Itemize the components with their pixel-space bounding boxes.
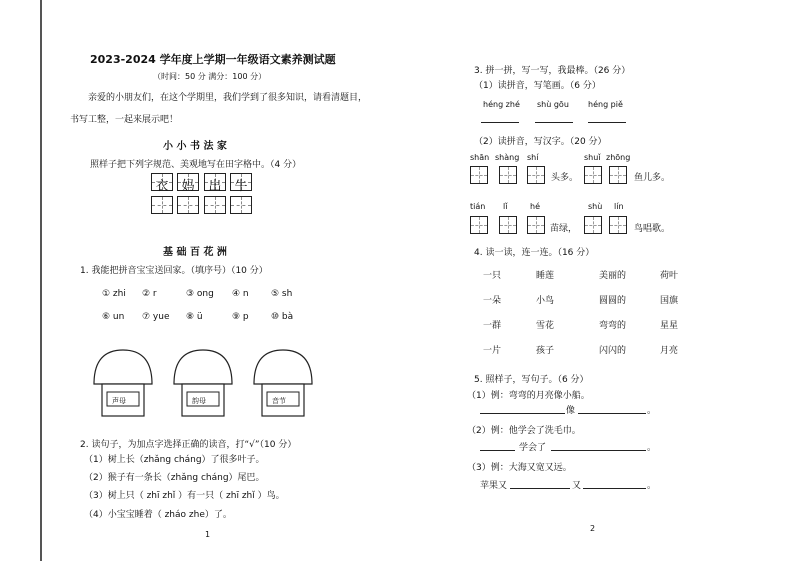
match-item[interactable]: 星星 [660, 321, 679, 331]
mushroom-house-syllables: 音节 [250, 346, 316, 418]
match-item[interactable]: 小鸟 [536, 296, 555, 306]
answer-line[interactable] [583, 488, 646, 489]
blank-word: 学会了 [519, 443, 547, 453]
tianzige-writing-box[interactable] [177, 196, 199, 214]
char-pinyin: shuǐ [584, 153, 601, 162]
intro-line-2: 书写工整，一起来展示吧！ [70, 115, 179, 125]
mushroom-house-initials: 声母 [90, 346, 156, 418]
page-number-2: 2 [590, 524, 596, 533]
question-1: 1. 我能把拼音宝宝送回家。（填序号）（10 分） [80, 266, 268, 276]
tianzige-sample: 妈 [177, 173, 199, 191]
char-writing-box[interactable] [499, 216, 517, 234]
tianzige-writing-box[interactable] [151, 196, 173, 214]
question-2-item: （4）小宝宝睡着（ zháo zhe）了。 [84, 510, 232, 520]
stroke-pinyin: héng zhé [483, 100, 520, 109]
answer-line[interactable] [480, 413, 565, 414]
answer-line[interactable] [480, 450, 515, 451]
tianzige-writing-box[interactable] [230, 196, 252, 214]
question-5-3: （3）例：大海又宽又远。 [467, 463, 572, 473]
pinyin-option: ⑥ un [102, 312, 125, 322]
match-item[interactable]: 国旗 [660, 296, 679, 306]
char-pinyin: lǐ [503, 202, 508, 211]
char-pinyin: lín [614, 202, 624, 211]
pinyin-option: ⑨ p [232, 312, 249, 322]
char-writing-box[interactable] [499, 166, 517, 184]
exam-title: 2023-2024 学年度上学期一年级语文素养测试题 [90, 53, 336, 66]
pinyin-option: ⑦ yue [142, 312, 170, 322]
char-writing-box[interactable] [470, 166, 488, 184]
sentence-fragment: 鱼儿多。 [634, 173, 671, 183]
sentence-fragment: 鸟唱歌。 [634, 224, 671, 234]
exam-subtitle: （时间：50 分 满分：100 分） [153, 72, 267, 81]
char-pinyin: shí [527, 153, 539, 162]
match-item[interactable]: 月亮 [660, 346, 679, 356]
question-5-1: （1）例：弯弯的月亮像小船。 [467, 391, 590, 401]
blank-word: 像 [566, 406, 576, 416]
blank-word: 又 [572, 481, 582, 491]
question-2-item: （1）树上长（zhǎng cháng）了很多叶子。 [84, 455, 265, 465]
period: 。 [647, 406, 657, 416]
match-item[interactable]: 睡莲 [536, 271, 555, 281]
char-pinyin: zhōng [606, 153, 631, 162]
binding-margin-line [40, 0, 42, 561]
stroke-answer-line[interactable] [481, 122, 519, 123]
section-basics-title: 基 础 百 花 洲 [163, 247, 227, 258]
section-calligraphy-title: 小 小 书 法 家 [163, 141, 227, 152]
match-item[interactable]: 圆圆的 [599, 296, 627, 306]
char-pinyin: shàng [495, 153, 520, 162]
match-item[interactable]: 孩子 [536, 346, 555, 356]
char-writing-box[interactable] [584, 166, 602, 184]
char-pinyin: hé [530, 202, 540, 211]
char-pinyin: shù [588, 202, 603, 211]
answer-line[interactable] [578, 413, 646, 414]
match-item[interactable]: 一片 [483, 346, 502, 356]
stroke-answer-line[interactable] [535, 122, 573, 123]
match-item[interactable]: 一朵 [483, 296, 502, 306]
question-3: 3. 拼一拼，写一写，我最棒。（26 分） [474, 66, 631, 76]
pinyin-option: ⑤ sh [271, 289, 293, 299]
question-3-1: （1）读拼音，写笔画。（6 分） [474, 81, 601, 91]
stroke-answer-line[interactable] [588, 122, 626, 123]
answer-line[interactable] [551, 450, 646, 451]
sentence-fragment: 苗绿， [550, 224, 578, 234]
question-2-item: （3）树上只（ zhī zhǐ ）有一只（ zhī zhǐ ）鸟。 [84, 491, 285, 501]
calligraphy-instruction: 照样子把下列字规范、美观地写在田字格中。（4 分） [90, 160, 302, 170]
mushroom-house-finals: 韵母 [170, 346, 236, 418]
page-number-1: 1 [205, 530, 211, 539]
match-item[interactable]: 闪闪的 [599, 346, 627, 356]
stroke-pinyin: shù gōu [537, 100, 569, 109]
char-pinyin: shān [470, 153, 490, 162]
blank-word: 苹果又 [480, 481, 508, 491]
pinyin-option: ④ n [232, 289, 249, 299]
question-3-2: （2）读拼音，写汉字。（20 分） [474, 137, 607, 147]
question-2-item: （2）猴子有一条长（zhǎng cháng）尾巴。 [84, 473, 265, 483]
pinyin-option: ⑧ ü [186, 312, 203, 322]
pinyin-option: ⑩ bà [271, 312, 294, 322]
match-item[interactable]: 弯弯的 [599, 321, 627, 331]
char-writing-box[interactable] [609, 166, 627, 184]
question-5-2: （2）例：他学会了洗毛巾。 [467, 426, 581, 436]
intro-line-1: 亲爱的小朋友们，在这个学期里，我们学到了很多知识，请看清题目， [88, 93, 368, 103]
match-item[interactable]: 一只 [483, 271, 502, 281]
answer-line[interactable] [510, 488, 570, 489]
char-writing-box[interactable] [584, 216, 602, 234]
tianzige-sample: 牛 [230, 173, 252, 191]
stroke-pinyin: héng piě [588, 100, 623, 109]
tianzige-sample: 出 [204, 173, 226, 191]
match-item[interactable]: 一群 [483, 321, 502, 331]
match-item[interactable]: 美丽的 [599, 271, 627, 281]
match-item[interactable]: 荷叶 [660, 271, 679, 281]
char-writing-box[interactable] [470, 216, 488, 234]
sentence-fragment: 头多。 [551, 173, 579, 183]
pinyin-option: ① zhi [102, 289, 126, 299]
char-writing-box[interactable] [609, 216, 627, 234]
period: 。 [647, 481, 657, 491]
tianzige-writing-box[interactable] [204, 196, 226, 214]
char-writing-box[interactable] [527, 166, 545, 184]
char-writing-box[interactable] [527, 216, 545, 234]
question-2: 2. 读句子，为加点字选择正确的读音，打“√”（10 分） [80, 440, 297, 450]
question-4: 4. 读一读，连一连。（16 分） [474, 248, 595, 258]
match-item[interactable]: 雪花 [536, 321, 555, 331]
question-5: 5. 照样子，写句子。（6 分） [474, 375, 589, 385]
pinyin-option: ② r [142, 289, 157, 299]
pinyin-option: ③ ong [186, 289, 214, 299]
period: 。 [647, 443, 657, 453]
char-pinyin: tián [470, 202, 486, 211]
tianzige-sample: 衣 [151, 173, 173, 191]
